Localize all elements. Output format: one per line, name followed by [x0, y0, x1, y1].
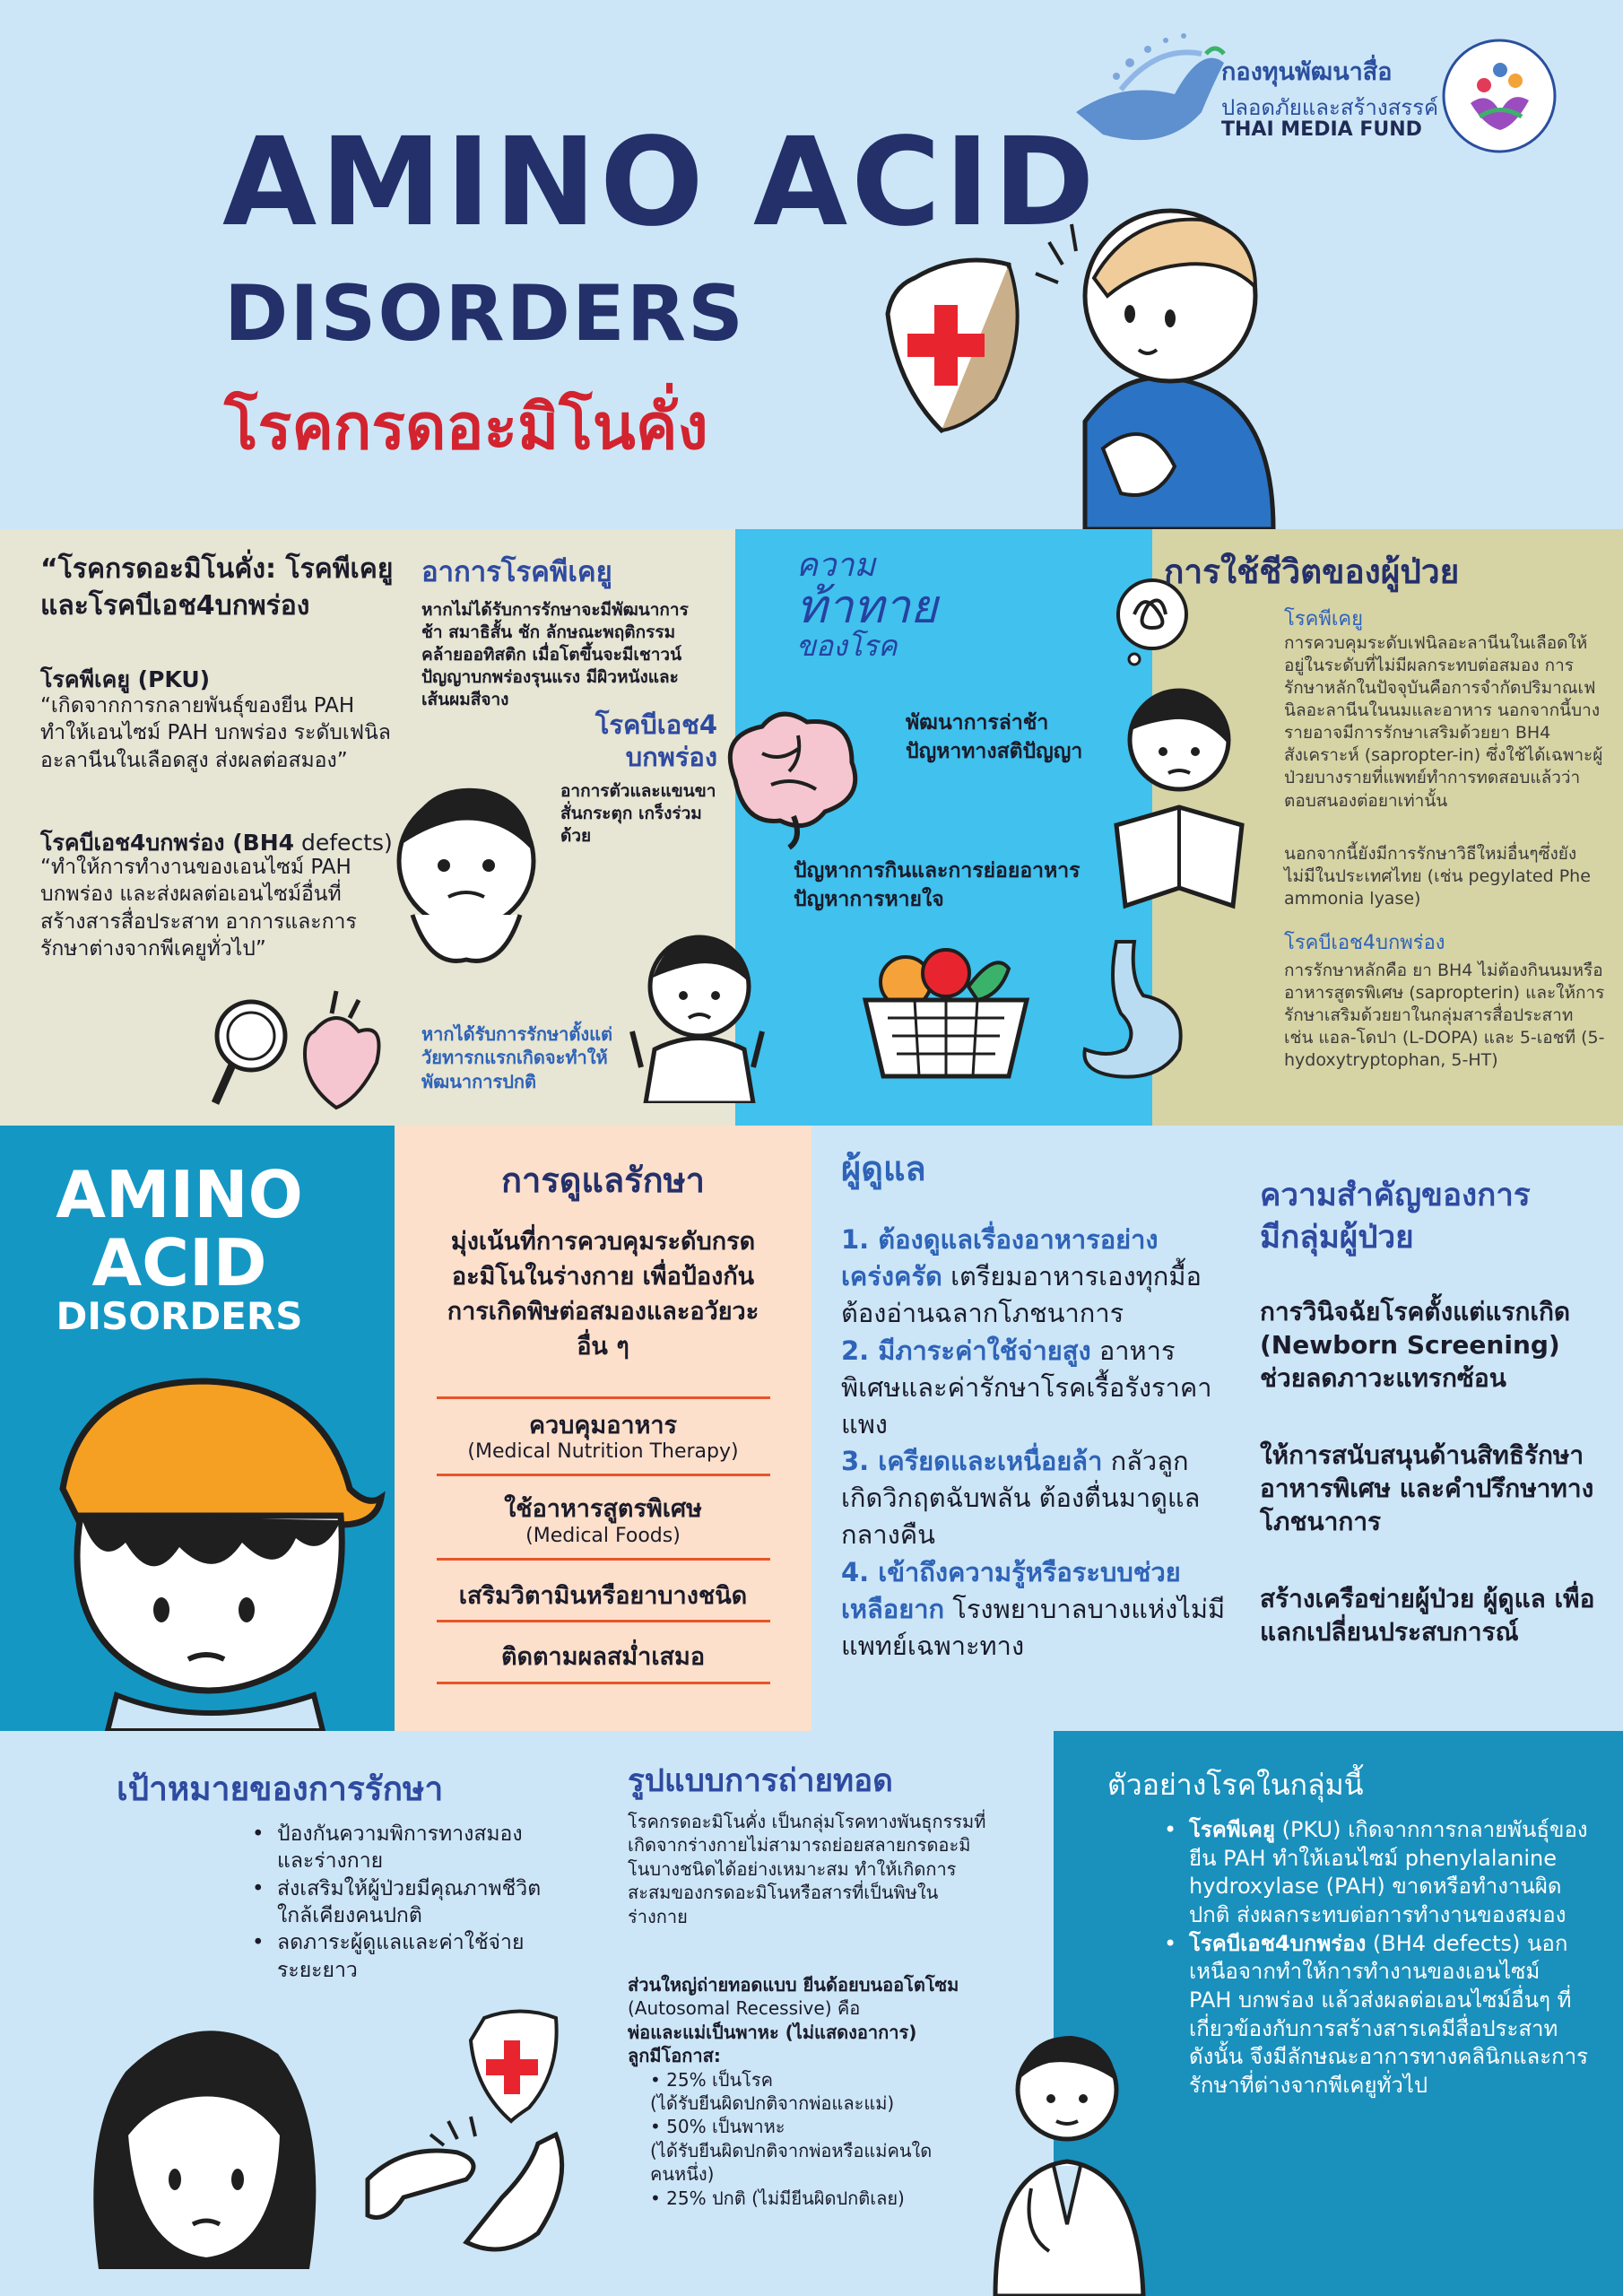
sad-boy-illustration: [619, 924, 780, 1103]
care-divider: [437, 1682, 770, 1684]
living-pku-text-1: การควบคุมระดับเฟนิลอะลานีนในเลือดให้อยู่ในระดับที่ไม่มีผลกระทบต่อสมอง การรักษาหลักในปัจจุบันคือการจำกัดปริมาณเฟนิลอะลานีนในนมและอาหาร นอกจากนี้บางรายอาจมีการรักษาเสริมด้วยยา BH4 สังเคราะห์ (sapropter-in) ซึ่งใช้ได้เฉพาะผู้ป่วยบางรายที่แพทย์ทำการทดสอบแล้วว่า ตอบสนองต่อยาเท่านั้น: [1284, 633, 1603, 811]
boy-with-shield-illustration: [861, 179, 1327, 529]
side-logo-line-3: DISORDERS: [56, 1294, 303, 1339]
symptoms-title: อาการโรคพีเคยู: [421, 556, 612, 588]
example-item-pku: [1159, 1816, 1589, 1930]
fund-name-en: THAI MEDIA FUND: [1221, 118, 1422, 141]
challenge-item-2-line-1: ปัญหาการกินและการย่อยอาหาร: [794, 859, 1081, 883]
caregiver-item-1: [841, 1222, 1227, 1333]
title-sub: DISORDERS: [224, 269, 745, 359]
care-item-1-sub: (Medical Nutrition Therapy): [467, 1440, 739, 1463]
care-divider: [437, 1558, 770, 1561]
challenge-item-1: [906, 709, 1082, 766]
magnifier-heart-icon: [179, 978, 395, 1112]
brain-icon: [708, 700, 870, 852]
title-thai: โรคกรดอะมิโนคั่ง: [224, 390, 708, 464]
inheritance-mode-bold: ส่วนใหญ่ถ่ายทอดแบบ ยีนด้อยบนออโตโซม: [628, 1974, 959, 1996]
treated-text: หากได้รับการรักษาตั้งแต่วัยทารกแรกเกิดจะทำให้พัฒนาการปกติ: [421, 1023, 612, 1092]
caregiver-item-2-text: อาหารพิเศษและค่ารักษาโรคเรื้อรังราคาแพง: [841, 1335, 1212, 1439]
patient-group-item-2: ให้การสนับสนุนด้านสิทธิรักษา อาหารพิเศษ และคำปรึกษาทางโภชนาการ: [1260, 1440, 1594, 1536]
inheritance-chances: [628, 2068, 1004, 2210]
caregiver-item-3-bold: 3. เครียดและเหนื่อยล้า: [841, 1446, 1103, 1477]
bh4-description: “ทำให้การทำงานของเอนไซม์ PAH บกพร่อง และส่งผลต่อเอนไซม์อื่นที่สร้างสารสื่อประสาท อาการและการรักษาต่างจากพีเคยูทั่วไป”: [40, 856, 357, 961]
examples-list: [1159, 1816, 1589, 2100]
challenge-item-2: [794, 857, 1081, 914]
care-divider: [437, 1396, 770, 1399]
caregiver-list: [841, 1222, 1227, 1665]
example-bh4-text: (BH4 defects) นอกเหนือจากทำให้การทำงานของเอนไซม์ PAH บกพร่อง แล้วส่งผลต่อเอนไซม์อื่นๆ ที่เกี่ยวข้องกับการสร้างสารเคมีสื่อประสาท ดังนั้น จึงมีลักษณะอาการทางคลินิกและการรักษาที่ต่างจากพีเคยูทั่วไป: [1189, 1930, 1589, 2099]
caregiver-item-2-bold: 2. มีภาระค่าใช้จ่ายสูง: [841, 1335, 1091, 1366]
challenge-item-2-line-2: ปัญหาการหายใจ: [794, 888, 944, 912]
caregiver-item-4-text: โรงพยาบาลบางแห่งไม่มีแพทย์เฉพาะทาง: [841, 1593, 1226, 1661]
goal-item: • ลดภาระผู้ดูแลและค่าใช้จ่ายระยะยาว: [247, 1929, 551, 1984]
patient-group-title-1: ความสำคัญของการ: [1260, 1178, 1531, 1213]
care-item-1: ควบคุมอาหาร: [528, 1412, 678, 1439]
chance-carrier-sub: (ได้รับยีนผิดปกติจากพ่อหรือแม่คนใดคนหนึ่ง): [650, 2139, 933, 2186]
examples-title: ตัวอย่างโรคในกลุ่มนี้: [1107, 1768, 1364, 1802]
care-divider: [437, 1474, 770, 1476]
living-title: การใช้ชีวิตของผู้ป่วย: [1164, 552, 1460, 591]
caregiver-item-1-text: เตรียมอาหารเองทุกมื้อ ต้องอ่านฉลากโภชนาการ: [841, 1261, 1202, 1329]
symptoms-bh4-title-1: โรคบีเอช4: [595, 709, 717, 740]
example-item-bh4: [1159, 1930, 1589, 2100]
caregiver-item-4-bold: 4. เข้าถึงความรู้หรือระบบช่วยเหลือยาก: [841, 1556, 1181, 1624]
chance-disease: • 25% เป็นโรค: [650, 2068, 774, 2091]
example-pku-text: (PKU) เกิดจากการกลายพันธุ์ของยีน PAH ทำให้เอนไซม์ phenylalanine hydroxylase (PAH) ขาดหรือทำงานผิดปกติ ส่งผลกระทบต่อการทำงานของสมอง: [1189, 1817, 1588, 1928]
intro-heading-line-2: และโรคบีเอช4บกพร่อง: [40, 589, 310, 622]
living-pku-text-2: นอกจากนี้ยังมีการรักษาวิธีใหม่อื่นๆซึ่งยังไม่มีในประเทศไทย (เช่น pegylated Phe ammonia lyase): [1284, 844, 1591, 909]
challenge-item-1-line-2: ปัญหาทางสติปัญญา: [906, 740, 1083, 764]
intro-heading-line-1: “โรคกรดอะมิโนคั่ง: โรคพีเคยู: [40, 553, 394, 585]
goals-list: [247, 1821, 551, 1984]
care-intro: มุ่งเน้นที่การควบคุมระดับกรดอะมิโนในร่างกาย เพื่อป้องกันการเกิดพิษต่อสมองและอวัยวะอื่น ๆ: [447, 1228, 759, 1361]
fund-name-th-2: ปลอดภัยและสร้างสรรค์: [1221, 95, 1439, 120]
example-pku-bold: โรคพีเคยู: [1189, 1817, 1275, 1842]
challenges-title-1: ความ: [796, 547, 876, 584]
care-item-2: ใช้อาหารสูตรพิเศษ: [504, 1495, 702, 1523]
patient-group-item-3: สร้างเครือข่ายผู้ป่วย ผู้ดูแล เพื่อแลกเปลี่ยนประสบการณ์: [1260, 1584, 1595, 1647]
goals-title: เป้าหมายของการรักษา: [117, 1770, 444, 1808]
bh4-title-rest: defects): [294, 830, 393, 856]
reading-boy-illustration: [1098, 682, 1260, 924]
doctor-illustration: [977, 2018, 1157, 2296]
patient-group-item-1: การวินิจฉัยโรคตั้งแต่แรกเกิด (Newborn Screening) ช่วยลดภาวะแทรกซ้อน: [1260, 1297, 1571, 1393]
stomach-icon: [1072, 933, 1197, 1085]
chance-disease-sub: (ได้รับยีนผิดปกติจากพ่อและแม่): [650, 2092, 895, 2114]
patient-group-title-2: มีกลุ่มผู้ป่วย: [1260, 1220, 1414, 1257]
fund-name-th-1: กองทุนพัฒนาสื่อ: [1221, 58, 1393, 86]
caregiver-item-1-bold: 1. ต้องดูแลเรื่องอาหารอย่างเคร่งครัด: [841, 1224, 1159, 1292]
inheritance-chance: ลูกมีโอกาส:: [628, 2045, 721, 2067]
challenges-title-3: ของโรค: [796, 629, 898, 664]
living-bh4-text: การรักษาหลักคือ ยา BH4 ไม่ต้องกินนมหรืออาหารสูตรพิเศษ (sapropterin) และให้การรักษาเสริมด้วยยาในกลุ่มสารสื่อประสาท เช่น แอล-โดปา (L-DOPA) และ 5-เอชที (5-hydoxytryptophan, 5-HT): [1284, 961, 1605, 1071]
goal-item: • ป้องกันความพิการทางสมองและร่างกาย: [247, 1821, 551, 1875]
care-divider: [437, 1620, 770, 1622]
side-logo-line-1: AMINO: [56, 1157, 303, 1232]
bh4-title-bold: โรคบีเอช4บกพร่อง (BH4: [40, 830, 295, 856]
symptoms-bh4-text: อาการตัวและแขนขาสั่นกระตุก เกร็งร่วมด้วย: [560, 781, 716, 847]
care-title: การดูแลรักษา: [500, 1161, 706, 1200]
example-bh4-bold: โรคบีเอช4บกพร่อง: [1189, 1930, 1367, 1956]
chance-normal: • 25% ปกติ (ไม่มียีนผิดปกติเลย): [650, 2187, 905, 2209]
living-bh4-title: โรคบีเอช4บกพร่อง: [1284, 932, 1445, 954]
living-pku-title: โรคพีเคยู: [1284, 608, 1363, 631]
patient-group-title: [1260, 1175, 1531, 1260]
symptoms-bh4-title-2: บกพร่อง: [625, 742, 717, 773]
symptoms-pku-text: หากไม่ได้รับการรักษาจะมีพัฒนาการช้า สมาธิสั้น ชัก ลักษณะพฤติกรรมคล้ายออทิสติก เมื่อโตขึ้นจะมีเชาวน์ปัญญาบกพร่องรุนแรง มีผิวหนังและเส้นผมสีจาง: [421, 600, 689, 710]
caregiver-item-4: [841, 1554, 1227, 1665]
intro-heading: [40, 552, 393, 624]
caregiver-item-3: [841, 1443, 1227, 1554]
challenge-item-1-line-1: พัฒนาการล่าช้า: [906, 711, 1049, 735]
care-item-3: เสริมวิตามินหรือยาบางชนิด: [458, 1582, 748, 1610]
food-basket-icon: [843, 933, 1049, 1085]
title-main: AMINO ACID: [222, 112, 1098, 254]
caregiver-title: ผู้ดูแล: [841, 1149, 926, 1188]
care-item-2-sub: (Medical Foods): [525, 1525, 681, 1547]
challenges-title: [796, 549, 937, 662]
shield-icon: [471, 2012, 557, 2122]
inheritance-parents: พ่อและแม่เป็นพาหะ (ไม่แสดงอาการ): [628, 2021, 917, 2043]
side-logo-line-2: ACID: [91, 1224, 267, 1300]
girl-illustration: [72, 2000, 332, 2296]
hands-shield-illustration: [350, 2000, 592, 2269]
inheritance-mode: [628, 1973, 1004, 2210]
inheritance-title: รูปแบบการถ่ายทอด: [628, 1763, 893, 1799]
shield-icon: [888, 260, 1018, 430]
chance-carrier: • 50% เป็นพาหะ: [650, 2116, 785, 2138]
boy-with-cap-illustration: [27, 1354, 395, 1731]
symptoms-bh4-title: [529, 709, 717, 774]
caregiver-item-2: [841, 1333, 1227, 1444]
challenges-title-2: ท้าทาย: [796, 579, 938, 634]
goal-item: • ส่งเสริมให้ผู้ป่วยมีคุณภาพชีวิตใกล้เคียงคนปกติ: [247, 1875, 551, 1930]
foundation-logo: [1439, 36, 1560, 157]
pku-title: โรคพีเคยู (PKU): [40, 666, 211, 692]
pku-description: “เกิดจากการกลายพันธุ์ของยีน PAH ทำให้เอนไซม์ PAH บกพร่อง ระดับเฟนิลอะลานีนในเลือดสูง ส่งผลต่อสมอง”: [40, 694, 391, 772]
inheritance-intro: โรคกรดอะมิโนคั่ง เป็นกลุ่มโรคทางพันธุกรรมที่เกิดจากร่างกายไม่สามารถย่อยสลายกรดอะมิโนบางชนิดได้อย่างเหมาะสม ทำให้เกิดการสะสมของกรดอะมิโนหรือสารที่เป็นพิษในร่างกาย: [628, 1811, 986, 1927]
caregiver-item-3-text: กลัวลูกเกิดวิกฤตฉับพลัน ต้องตื่นมาดูแลกลางคืน: [841, 1446, 1201, 1551]
side-logo-text: [45, 1157, 314, 1339]
worried-man-illustration: [377, 762, 556, 996]
care-item-4: ติดตามผลสม่ำเสมอ: [500, 1643, 706, 1671]
inheritance-mode-rest: (Autosomal Recessive) คือ: [628, 1997, 861, 2020]
